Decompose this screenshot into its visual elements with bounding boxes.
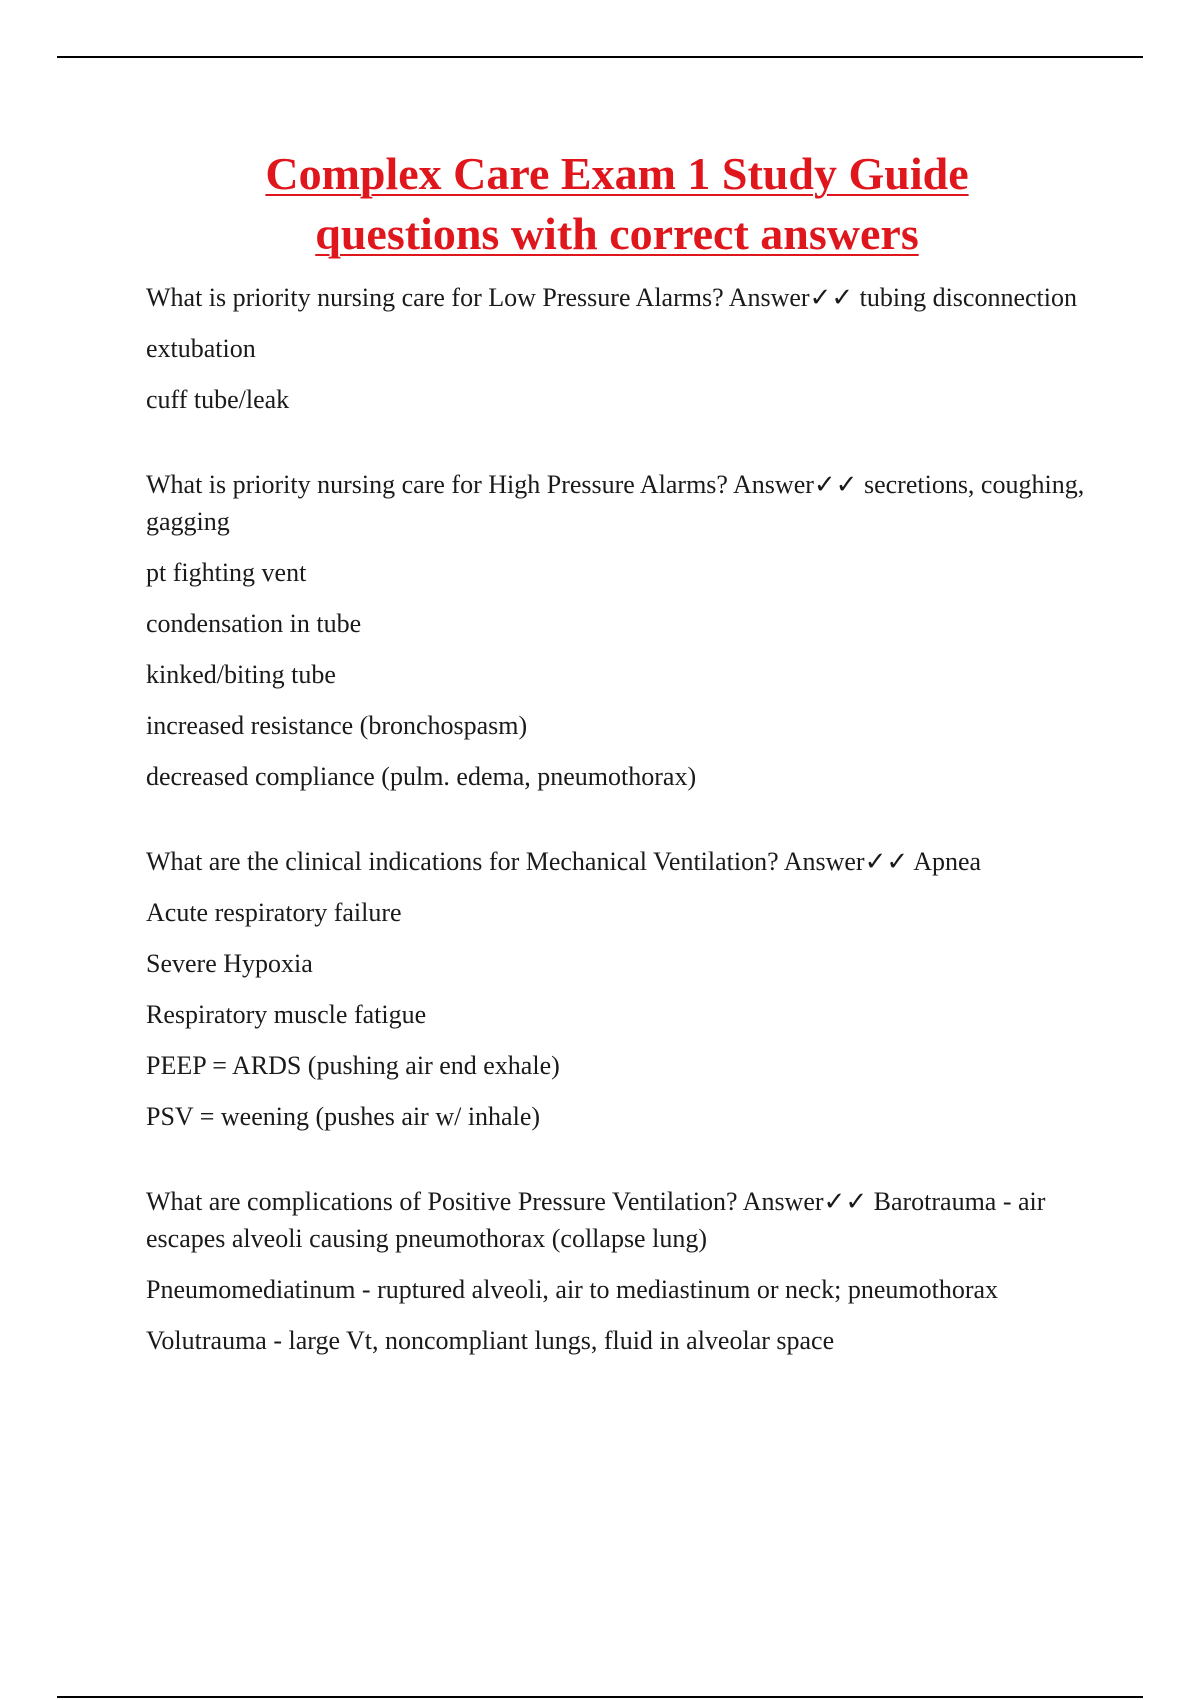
answer-line: Acute respiratory failure xyxy=(146,898,402,927)
answer-line: condensation in tube xyxy=(146,609,362,638)
question-text: What are the clinical indications for Mechanical Ventilation? Answer✓✓ Apnea xyxy=(146,847,982,876)
answer-line: Pneumomediatinum - ruptured alveoli, air to mediastinum or neck; pneumothorax xyxy=(146,1275,999,1304)
answer-line: cuff tube/leak xyxy=(146,385,290,414)
answer-line: Volutrauma - large Vt, noncompliant lungs, fluid in alveolar space xyxy=(146,1326,835,1355)
answer-line: PEEP = ARDS (pushing air end exhale) xyxy=(146,1051,560,1080)
page-title xyxy=(0,144,1200,264)
question-text: What are complications of Positive Pressure Ventilation? Answer✓✓ Barotrauma - air escapes alveoli causing pneumothorax (collapse lung) xyxy=(146,1187,1046,1253)
qa-block-high-pressure xyxy=(146,466,1086,795)
title-line-1: Complex Care Exam 1 Study Guide xyxy=(265,148,969,199)
answer-line: pt fighting vent xyxy=(146,558,307,587)
qa-block-mechanical-ventilation xyxy=(146,843,1086,1135)
answer-line: kinked/biting tube xyxy=(146,660,336,689)
qa-block-ppv-complications xyxy=(146,1183,1086,1359)
answer-line: Respiratory muscle fatigue xyxy=(146,1000,427,1029)
answer-line: PSV = weening (pushes air w/ inhale) xyxy=(146,1102,541,1131)
question-text: What is priority nursing care for Low Pressure Alarms? Answer✓✓ tubing disconnection xyxy=(146,283,1077,312)
question-text: What is priority nursing care for High Pressure Alarms? Answer✓✓ secretions, coughing, gagging xyxy=(146,470,1085,536)
answer-line: increased resistance (bronchospasm) xyxy=(146,711,528,740)
title-line-2: questions with correct answers xyxy=(315,208,919,259)
answer-line: extubation xyxy=(146,334,256,363)
top-rule xyxy=(57,56,1143,58)
answer-line: decreased compliance (pulm. edema, pneumothorax) xyxy=(146,762,697,791)
bottom-rule xyxy=(57,1696,1143,1698)
study-guide-content xyxy=(146,279,1086,1359)
answer-line: Severe Hypoxia xyxy=(146,949,313,978)
qa-block-low-pressure xyxy=(146,279,1086,418)
